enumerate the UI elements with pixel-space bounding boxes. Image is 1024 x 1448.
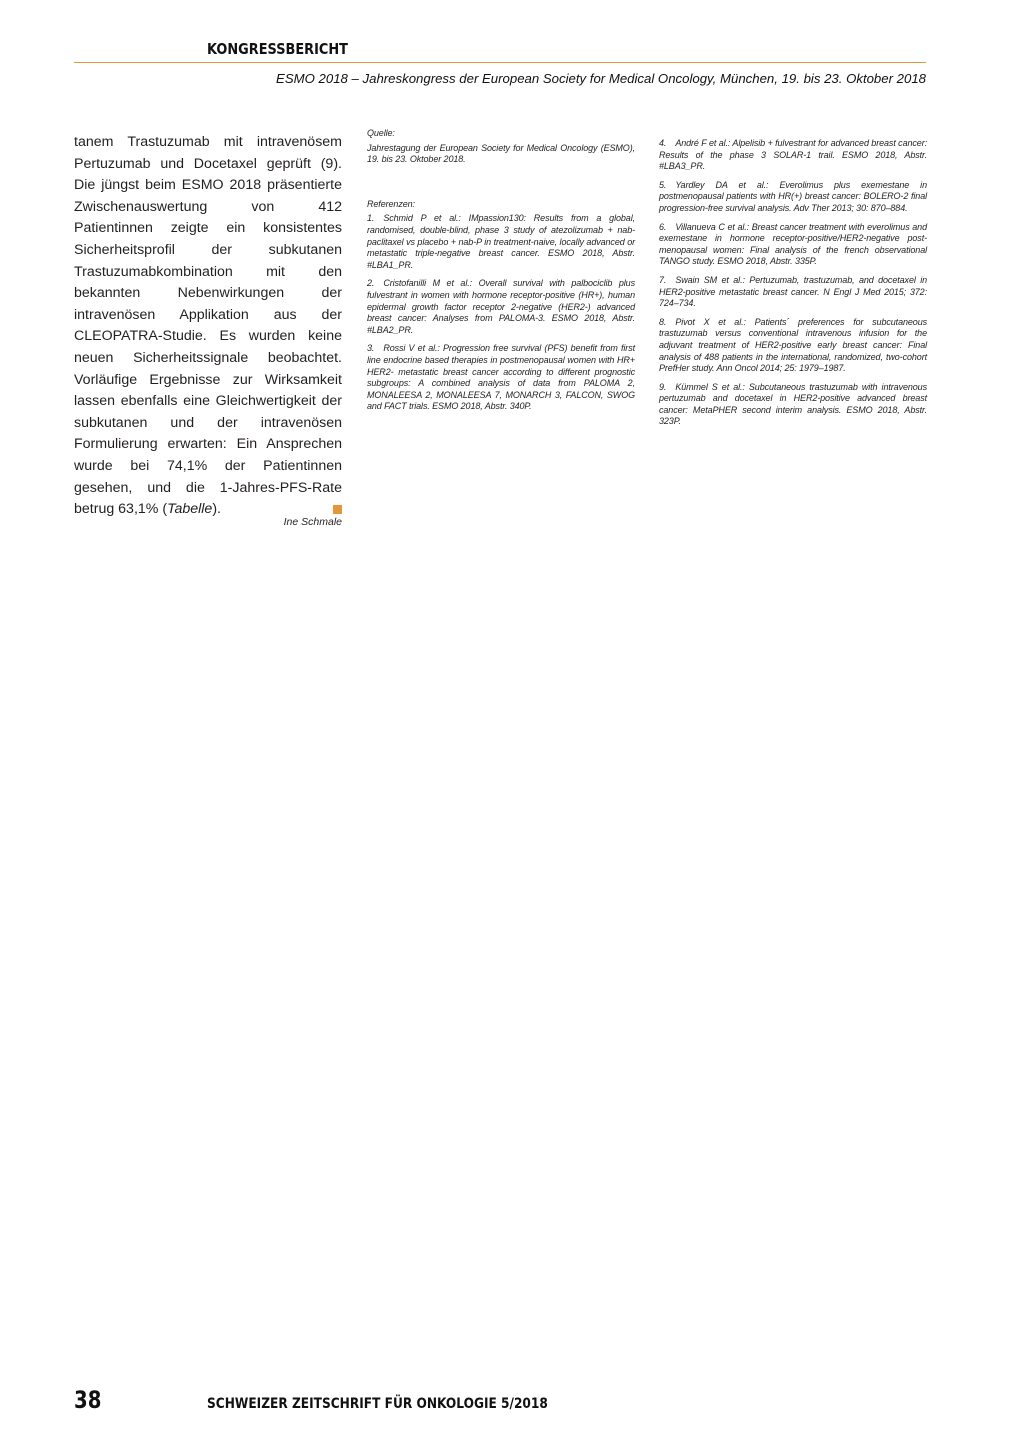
author: Ine Schmale [283,516,342,528]
references-label: Referenzen: [367,198,415,209]
reference-item: 1. Schmid P et al.: IMpassion130: Results from a global, randomised, double-blind, phase 3 study of atezolizumab + nab-paclitaxel vs placebo + nab-P in treatment-naive, locally advanced or metastatic triple-negative breast cancer. ESMO 2018, Abstr. #LBA1_PR. [367,213,635,270]
references-column-middle [367,128,635,420]
table-reference: Tabelle [167,501,213,518]
reference-item: 9. Kümmel S et al.: Subcutaneous trastuzumab with intravenous pertuzumab and docetaxel in HER2-positive advanced breast cancer: MetaPHER second interim analysis. ESMO 2018, Abstr. 323P. [659,381,927,427]
reference-item: 7. Swain SM et al.: Pertuzumab, trastuzumab, and docetaxel in HER2-positive metastatic breast cancer. N Engl J Med 2015; 372: 724–734. [659,274,927,309]
header-rule [74,62,926,63]
end-of-article-square-icon [333,505,342,514]
body-text-end: ). [212,501,221,518]
page-number: 38 [74,1386,102,1414]
source-label: Quelle: [367,128,395,138]
reference-item: 6. Villanueva C et al.: Breast cancer treatment with everolimus and exemestane in hormone receptor-positive/HER2-negative post-menopausal women: Final analysis of the french observational TANGO study. ESMO 2018, Abstr. 335P. [659,221,927,267]
references-column-right [659,138,927,435]
reference-item: 3. Rossi V et al.: Progression free survival (PFS) benefit from first line endocrine based therapies in postmenopausal women with HR+ HER2- metastatic breast cancer according to different prognostic subgroups: A combined analysis of data from PALOMA 2, MONALEESA 2, MONALEESA 7, MONARCH 3, FALCON, SWOG and FACT trials. ESMO 2018, Abstr. 340P. [367,343,635,412]
article-body [74,132,342,521]
body-text: tanem Trastuzumab mit intravenösem Pertuzumab und Docetaxel geprüft (9). Die jüngst beim ESMO 2018 präsentierte Zwischenauswertung von 412 Patientinnen zeigte ein konsistentes Sicherheitsprofil der subkutanen Trastuzumabkombination mit den bekannten Nebenwirkungen der intravenösen Applikation aus der CLEOPATRA-Studie. Es wurden keine neuen Sicherheitssignale beobachtet. Vorläufige Ergebnisse zur Wirksamkeit lassen ebenfalls eine Gleichwertigkeit der subkutanen und der intravenösen Formulierung erwarten: Ein Ansprechen wurde bei 74,1% der Patientinnen gesehen, und die 1-Jahres-PFS-Rate betrug 63,1% ( [74,134,342,518]
journal-name: SCHWEIZER ZEITSCHRIFT FÜR ONKOLOGIE 5/2018 [207,1396,548,1412]
section-title: KONGRESSBERICHT [207,40,348,58]
header-subtitle: ESMO 2018 – Jahreskongress der European Society for Medical Oncology, München, 19. bis 23. Oktober 2018 [276,71,926,86]
reference-item: 5. Yardley DA et al.: Everolimus plus exemestane in postmenopausal patients with HR(+) breast cancer: BOLERO-2 final progression-free survival analysis. Adv Ther 2013; 30: 870–884. [659,179,927,213]
reference-item: 8. Pivot X et al.: Patients´ preferences for subcutaneous trastuzumab versus conventional intravenous infusion for the adjuvant treatment of HER2-positive early breast cancer: Final analysis of 488 patients in the international, randomized, two-cohort PrefHer study. Ann Oncol 2014; 25: 1979–1987. [659,316,927,374]
source-text: Jahrestagung der European Society for Medical Oncology (ESMO), 19. bis 23. Oktober 2018. [367,142,635,165]
body-paragraph [74,132,342,521]
reference-item: 4. André F et al.: Alpelisib + fulvestrant for advanced breast cancer: Results of the phase 3 SOLAR-1 trail. ESMO 2018, Abstr. #LBA3_PR. [659,138,927,172]
reference-item: 2. Cristofanilli M et al.: Overall survival with palbociclib plus fulvestrant in women with hormone receptor-positive (HR+), human epidermal growth factor receptor 2-negative (HER2-) advanced breast cancer: Analyses from PALOMA-3. ESMO 2018, Abstr. #LBA2_PR. [367,278,635,335]
